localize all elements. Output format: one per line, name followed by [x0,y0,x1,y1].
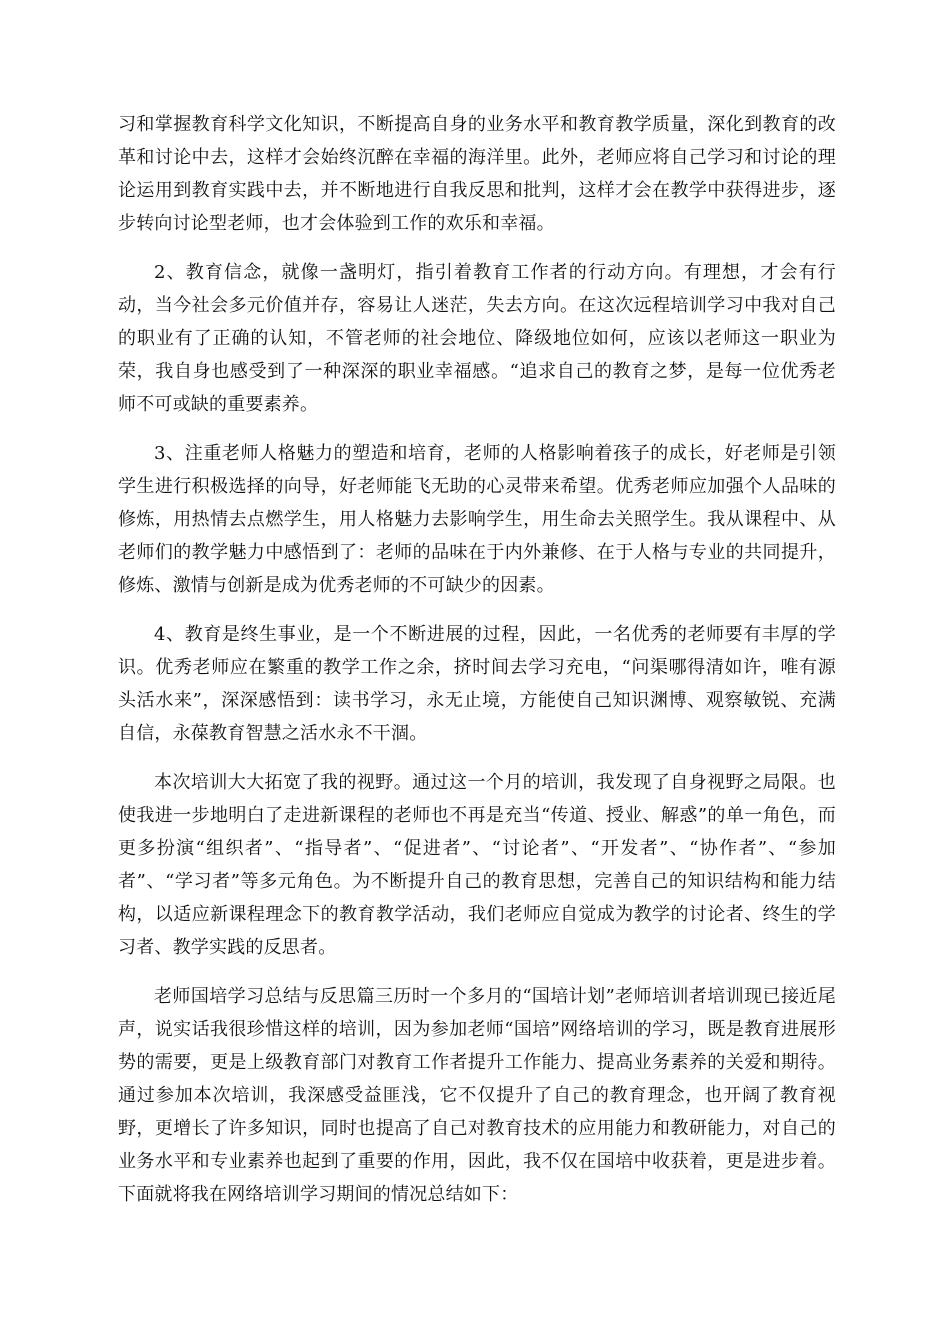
paragraph-4: 4、教育是终生事业，是一个不断进展的过程，因此，一名优秀的老师要有丰厚的学识。优秀老师应在繁重的教学工作之余，挤时间去学习充电，“问渠哪得清如许，唯有源头活水来”，深深感悟到：读书学习，永无止境，方能使自己知识渊博、观察敏锐、充满自信，永葆教育智慧之活水永不干涸。 [118,624,836,744]
paragraph-2: 2、教育信念，就像一盏明灯，指引着教育工作者的行动方向。有理想，才会有行动，当今社会多元价值并存，容易让人迷茫，失去方向。在这次远程培训学习中我对自己的职业有了正确的认知，不管老师的社会地位、降级地位如何，应该以老师这一职业为荣，我自身也感受到了一种深深的职业幸福感。“追求自己的教育之梦，是每一位优秀老师不可或缺的重要素养。 [118,262,836,415]
paragraph-3: 3、注重老师人格魅力的塑造和培育，老师的人格影响着孩子的成长，好老师是引领学生进行积极选择的向导，好老师能飞无助的心灵带来希望。优秀老师应加强个人品味的修炼，用热情去点燃学生，用人格魅力去影响学生，用生命去关照学生。我从课程中、从老师们的教学魅力中感悟到了：老师的品味在于内外兼修、在于人格与专业的共同提升，修炼、激情与创新是成为优秀老师的不可缺少的因素。 [118,443,836,596]
paragraph-1: 习和掌握教育科学文化知识，不断提高自身的业务水平和教育教学质量，深化到教育的改革和讨论中去，这样才会始终沉醉在幸福的海洋里。此外，老师应将自己学习和讨论的理论运用到教育实践中去，并不断地进行自我反思和批判，这样才会在教学中获得进步，逐步转向讨论型老师，也才会体验到工作的欢乐和幸福。 [118,114,836,234]
paragraph-5: 本次培训大大拓宽了我的视野。通过这一个月的培训，我发现了自身视野之局限。也使我进一步地明白了走进新课程的老师也不再是充当“传道、授业、解惑”的单一角色，而更多扮演“组织者”、“指导者”、“促进者”、“讨论者”、“开发者”、“协作者”、“参加者”、“学习者”等多元角色。为不断提升自己的教育思想，完善自己的知识结构和能力结构，以适应新课程理念下的教育教学活动，我们老师应自觉成为教学的讨论者、终生的学习者、教学实践的反思者。 [118,772,836,958]
document-body [118,108,836,1227]
paragraph-6: 老师国培学习总结与反思篇三历时一个多月的“国培计划”老师培训者培训现已接近尾声，说实话我很珍惜这样的培训，因为参加老师“国培”网络培训的学习，既是教育进展形势的需要，更是上级教育部门对教育工作者提升工作能力、提高业务素养的关爱和期待。通过参加本次培训，我深感受益匪浅，它不仅提升了自己的教育理念，也开阔了教育视野，更增长了许多知识，同时也提高了自己对教育技术的应用能力和教研能力，对自己的业务水平和专业素养也起到了重要的作用，因此，我不仅在国培中收获着，更是进步着。下面就将我在网络培训学习期间的情况总结如下： [118,986,836,1205]
